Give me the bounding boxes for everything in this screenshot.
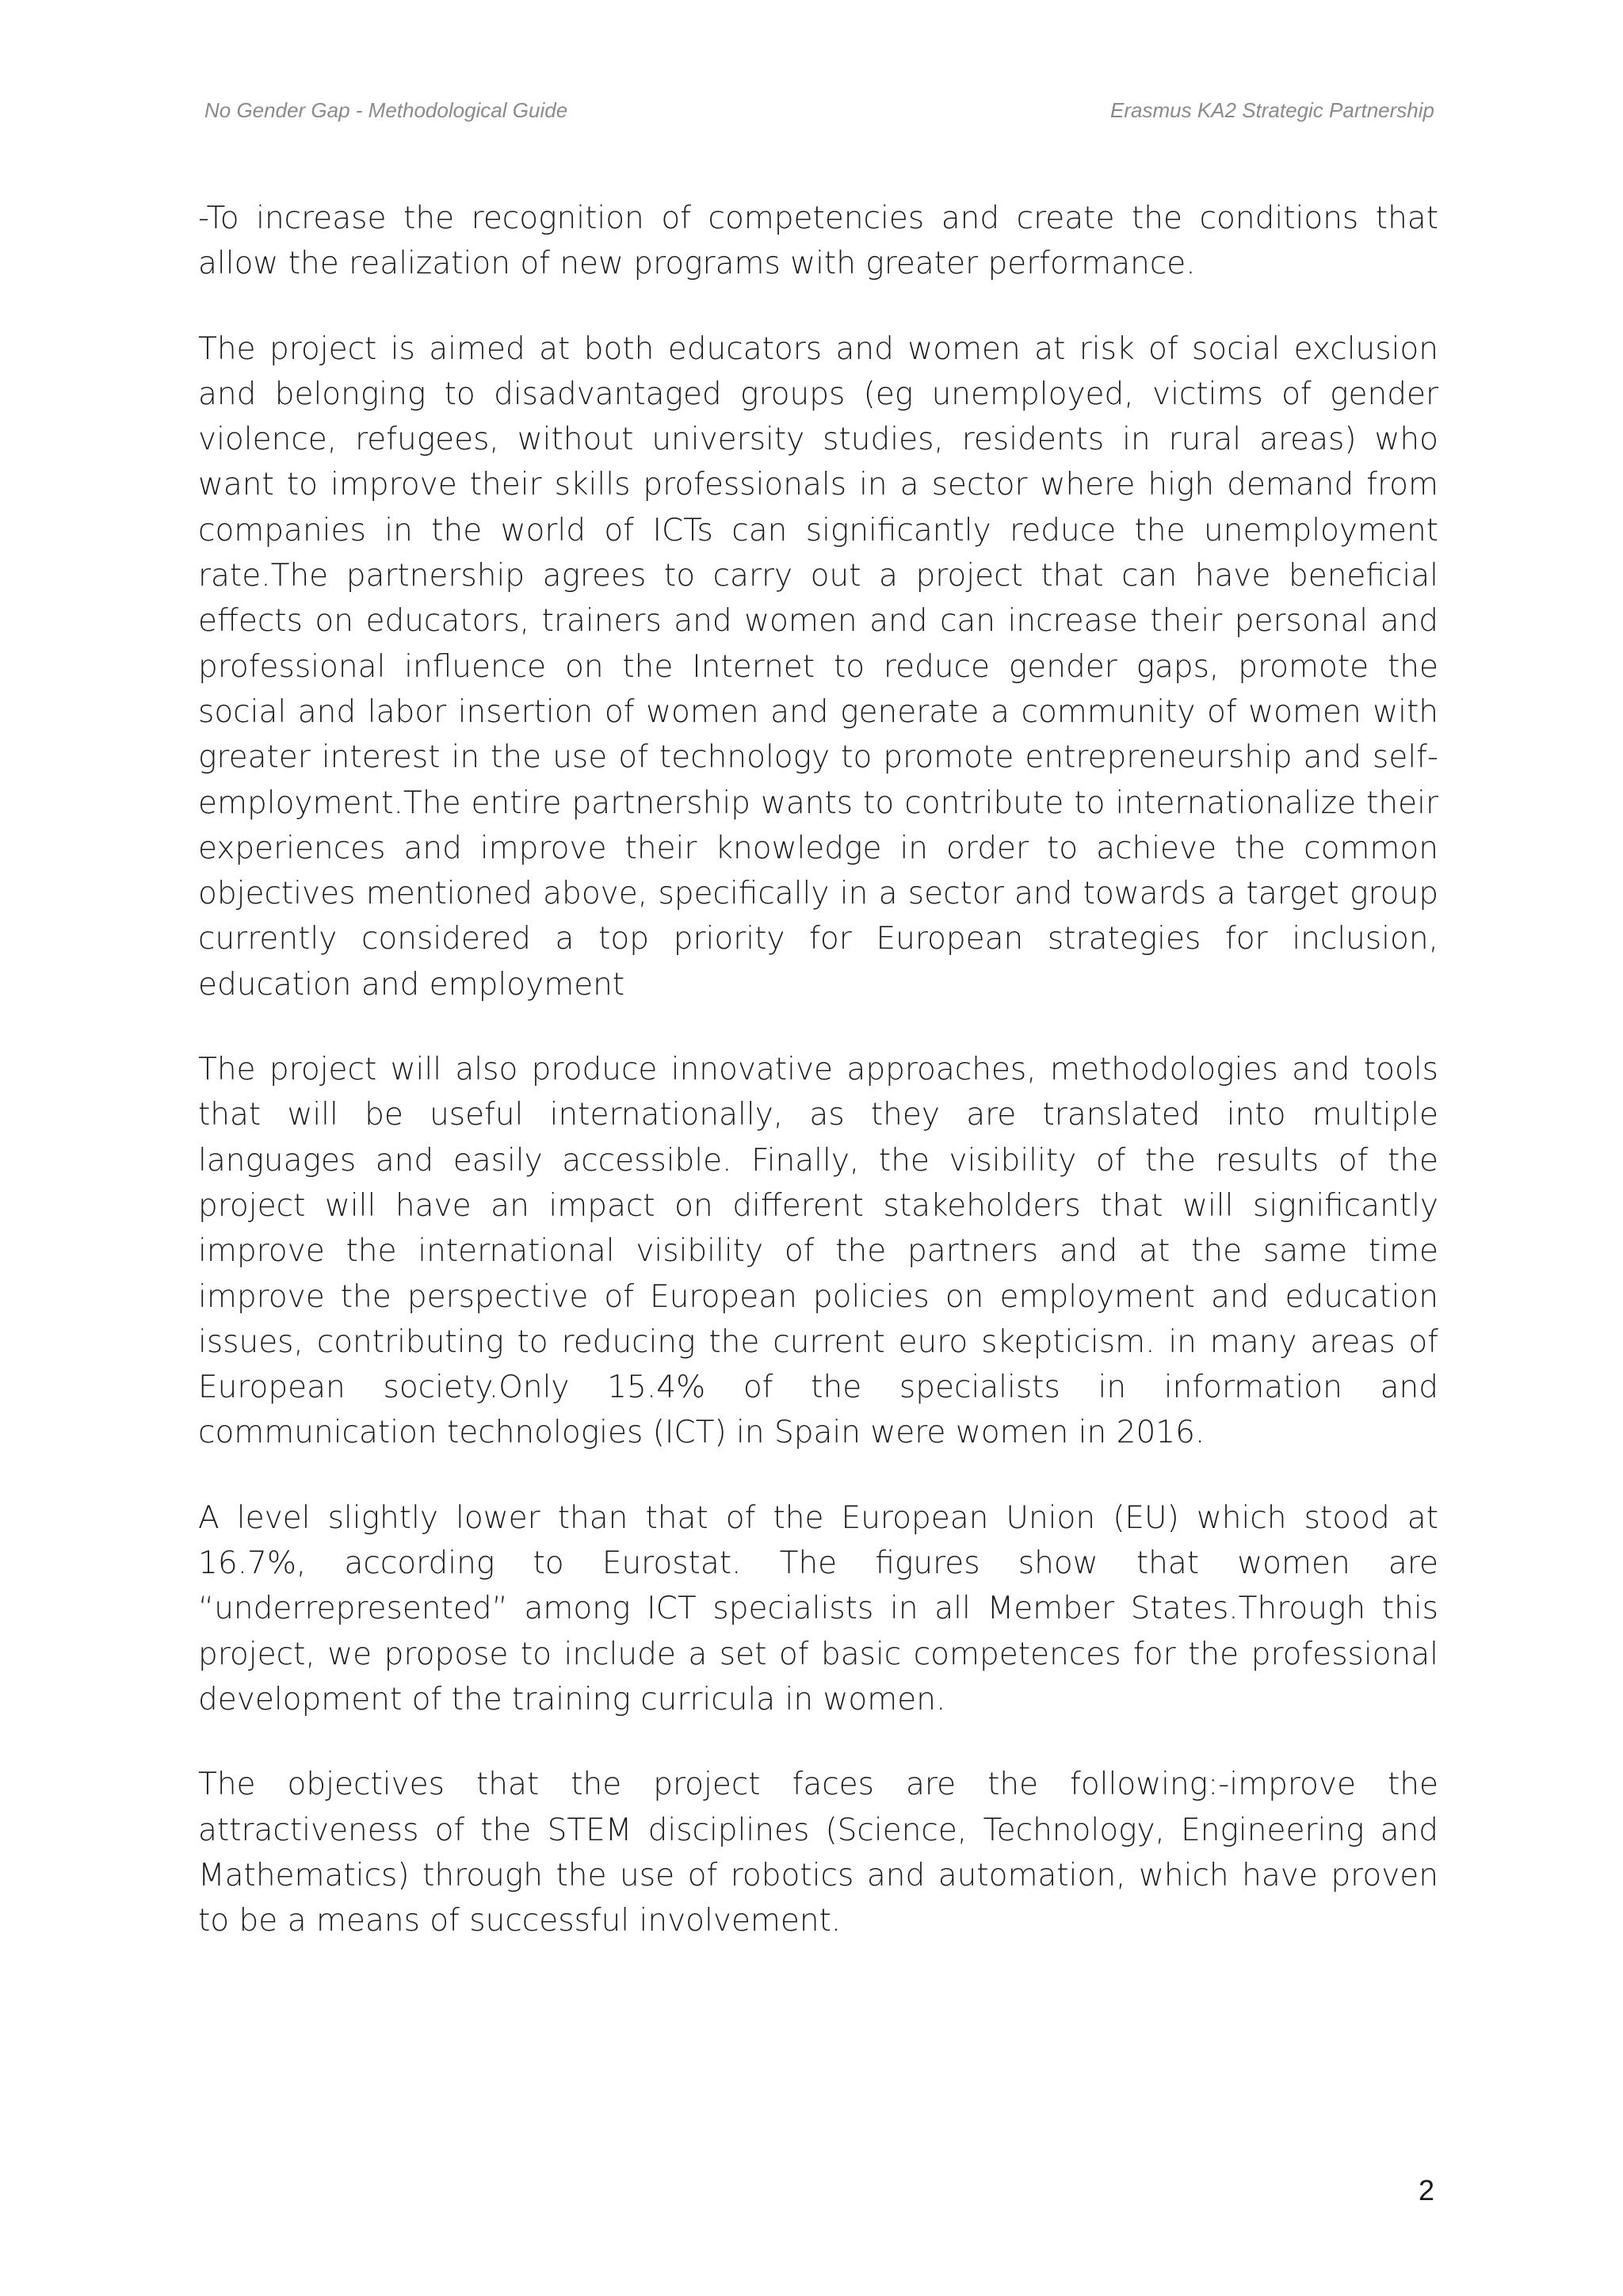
paragraph: A level slightly lower than that of the European Union (EU) which stood at 16.7%, according to Eurostat. The figures show that women are “underrepresented” among ICT specialists in all Member States.Through this project, we propose to include a set of basic competences for the professional development of the training curricula in women. <box>198 1499 1438 1717</box>
header-document-title: No Gender Gap - Methodological Guide <box>204 98 568 122</box>
paragraph: The project is aimed at both educators and women at risk of social exclusion and belonging to disadvantaged groups (eg unemployed, victims of gender violence, refugees, without university studies, residents in rural areas) who want to improve their skills professionals in a sector where high demand from companies in the world of ICTs can significantly reduce the unemployment rate.The partnership agrees to carry out a project that can have beneficial effects on educators, trainers and women and can increase their personal and professional influence on the Internet to reduce gender gaps, promote the social and labor insertion of women and generate a community of women with greater interest in the use of technology to promote entrepreneurship and self-employment.The entire partnership wants to contribute to internationalize their experiences and improve their knowledge in order to achieve the common objectives mentioned above, specifically in a sector and towards a target group currently considered a top priority for European strategies for inclusion, education and employment <box>198 330 1438 1003</box>
paragraph: The objectives that the project faces are the following:-improve the attractiveness of the STEM disciplines (Science, Technology, Engineering and Mathematics) through the use of robotics and automation, which have proven to be a means of successful involvement. <box>198 1767 1438 1939</box>
page-number: 2 <box>1418 2174 1434 2206</box>
paragraph: -To increase the recognition of competencies and create the conditions that allow the realization of new programs with greater performance. <box>198 201 1438 282</box>
header-program-name: Erasmus KA2 Strategic Partnership <box>1110 98 1434 122</box>
page-body <box>198 196 1438 1983</box>
paragraph: The project will also produce innovative approaches, methodologies and tools that will be useful internationally, as they are translated into multiple languages and easily accessible. Finally, the visibility of the results of the project will have an impact on different stakeholders that will significantly improve the international visibility of the partners and at the same time improve the perspective of European policies on employment and education issues, contributing to reducing the current euro skepticism. in many areas of European society.Only 15.4% of the specialists in information and communication technologies (ICT) in Spain were women in 2016. <box>198 1052 1438 1451</box>
